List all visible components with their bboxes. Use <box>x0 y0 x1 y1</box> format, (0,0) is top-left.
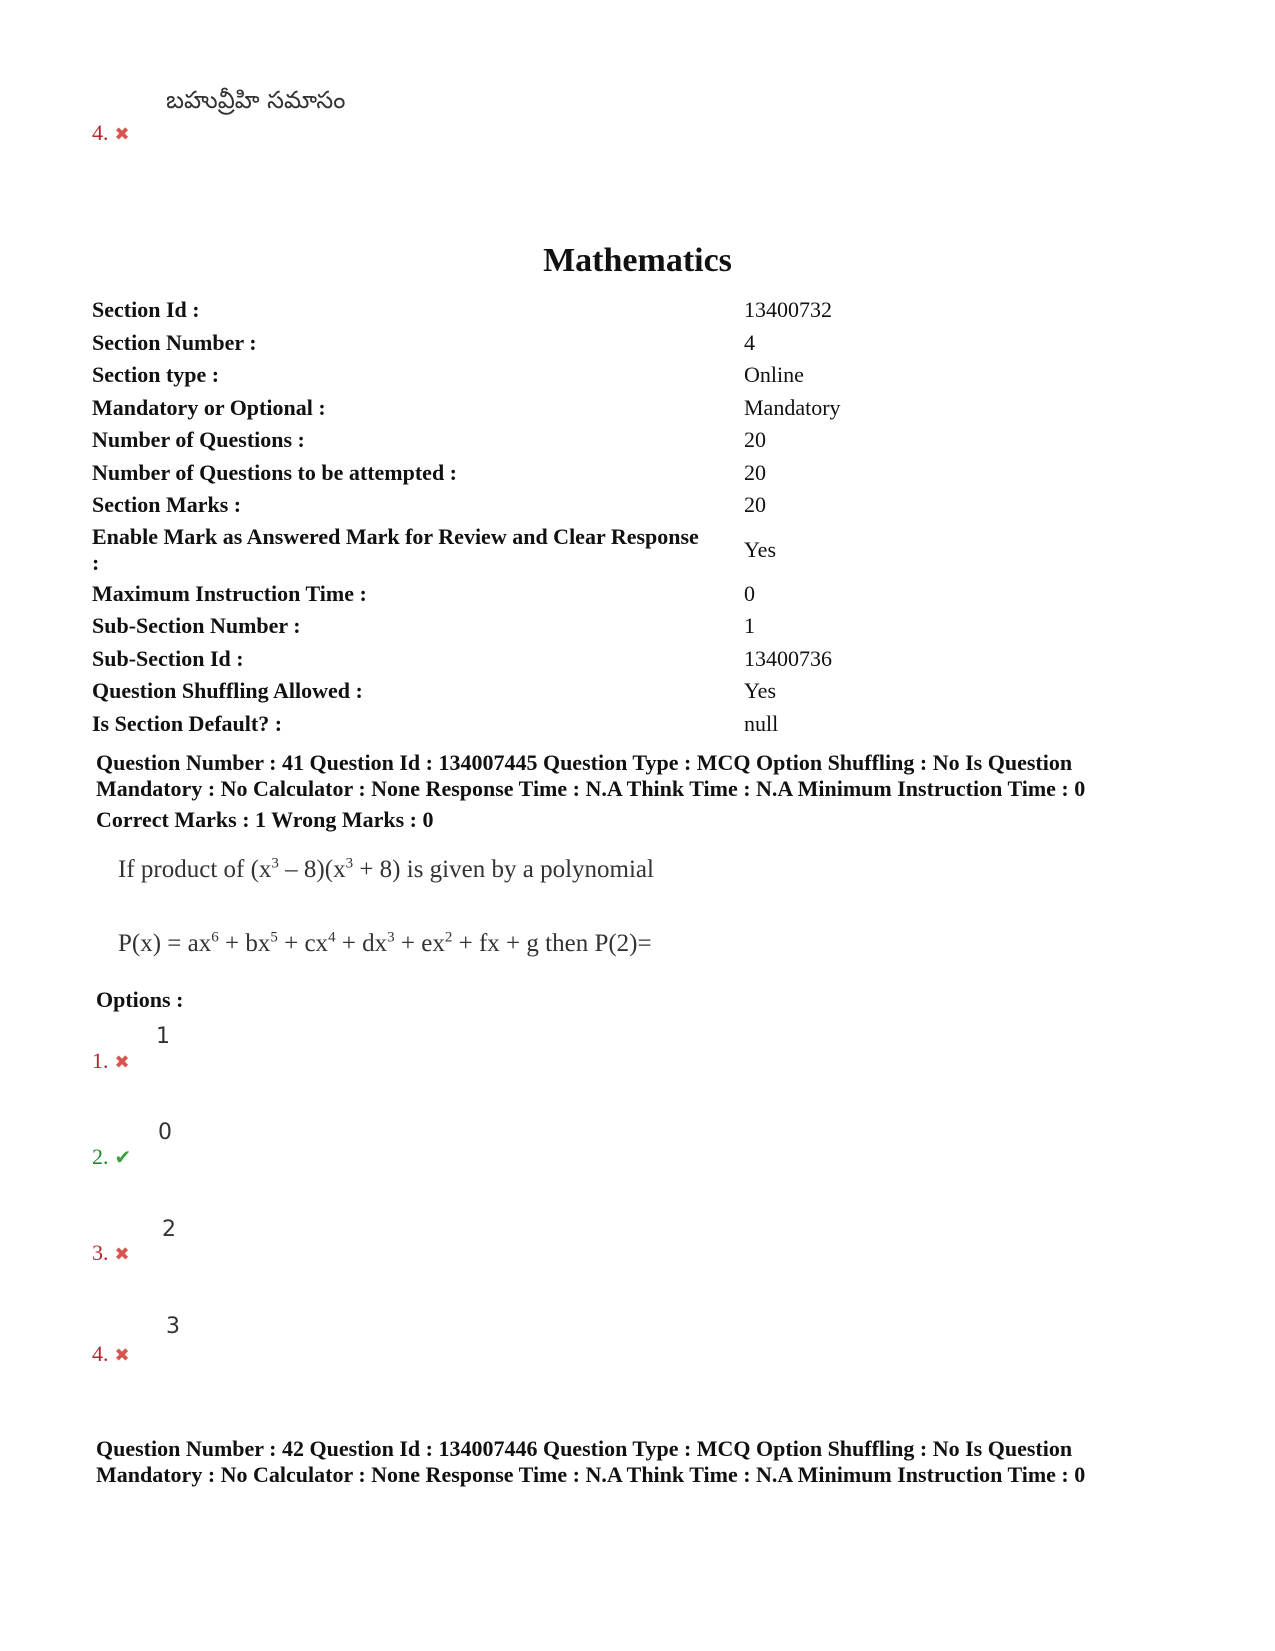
table-row <box>92 457 1192 490</box>
question-41-marks: Correct Marks : 1 Wrong Marks : 0 <box>96 807 434 832</box>
question-41-header <box>96 750 1216 802</box>
table-row <box>92 643 1192 676</box>
section-info-table <box>92 294 1192 740</box>
row-value: 13400732 <box>744 297 832 323</box>
option-4-value: 3 <box>166 1314 180 1339</box>
row-label: Is Section Default? : <box>92 710 283 736</box>
question-41-text-line2: $P(x) = ax^6 + bx^5 + cx^4 + dx^3 + ex^2$ + fx + g then P(2)= <box>118 929 652 957</box>
row-label: Section Marks : <box>92 492 242 518</box>
option-2 <box>92 1144 131 1170</box>
row-label: Sub-Section Id : <box>92 645 244 671</box>
row-label: Sub-Section Number : <box>92 613 301 639</box>
question-41-text-line1: If product of $(x^3 - 8)(x^3 + 8)$ is given by a polynomial <box>118 855 654 883</box>
option-number: 2. <box>92 1144 109 1169</box>
option-number: 3. <box>92 1240 109 1265</box>
cross-icon: ✖ <box>114 1244 130 1265</box>
row-value: 20 <box>744 459 766 485</box>
row-value: 13400736 <box>744 645 832 671</box>
row-label: Number of Questions to be attempted : <box>92 459 458 485</box>
option-1 <box>92 1048 130 1074</box>
option-2-value: 0 <box>158 1120 172 1145</box>
question-header-line: Question Number : 42 Question Id : 134007446 Question Type : MCQ Option Shuffling : No Is Question <box>96 1436 1073 1461</box>
row-value: 1 <box>744 613 755 639</box>
table-row <box>92 522 1192 578</box>
table-row <box>92 392 1192 425</box>
option-number: 1. <box>92 1048 109 1073</box>
table-row <box>92 610 1192 643</box>
table-row <box>92 708 1192 741</box>
option-4 <box>92 1341 130 1367</box>
cross-icon: ✖ <box>114 1345 130 1366</box>
row-label: Number of Questions : <box>92 427 305 453</box>
table-row <box>92 489 1192 522</box>
cross-icon: ✖ <box>114 124 130 145</box>
row-label: Section Number : <box>92 329 257 355</box>
table-row <box>92 359 1192 392</box>
question-header-line: Question Number : 41 Question Id : 134007445 Question Type : MCQ Option Shuffling : No Is Question <box>96 750 1073 775</box>
option-3-value: 2 <box>162 1217 176 1242</box>
prev-option-4 <box>92 120 130 146</box>
row-value: 20 <box>744 492 766 518</box>
option-number: 4. <box>92 120 109 145</box>
row-label: Enable Mark as Answered Mark for Review and Clear Response : <box>92 523 699 575</box>
row-value: 0 <box>744 580 755 606</box>
option-number: 4. <box>92 1341 109 1366</box>
table-row <box>92 578 1192 611</box>
row-value: Yes <box>744 536 777 562</box>
table-row <box>92 675 1192 708</box>
option-1-value: 1 <box>156 1024 170 1049</box>
row-value: null <box>744 710 779 736</box>
row-value: Mandatory <box>744 394 841 420</box>
row-label: Maximum Instruction Time : <box>92 580 367 606</box>
section-title: Mathematics <box>543 242 732 279</box>
row-label: Section Id : <box>92 297 200 323</box>
option-3 <box>92 1240 130 1266</box>
check-icon: ✔ <box>114 1145 132 1169</box>
row-value: Yes <box>744 678 777 704</box>
question-header-line: Mandatory : No Calculator : None Response Time : N.A Think Time : N.A Minimum Instruction Time : 0 <box>96 776 1086 801</box>
row-value: 4 <box>744 329 755 355</box>
prev-option-4-text: బహువ్రీహి సమాసం <box>166 86 346 114</box>
question-42-header <box>96 1436 1216 1488</box>
row-value: 20 <box>744 427 766 453</box>
table-row <box>92 424 1192 457</box>
table-row <box>92 294 1192 327</box>
row-label: Question Shuffling Allowed : <box>92 678 363 704</box>
row-value: Online <box>744 362 804 388</box>
options-label: Options : <box>96 987 184 1012</box>
table-row <box>92 327 1192 360</box>
question-header-line: Mandatory : No Calculator : None Response Time : N.A Think Time : N.A Minimum Instruction Time : 0 <box>96 1462 1086 1487</box>
row-label: Section type : <box>92 362 220 388</box>
cross-icon: ✖ <box>114 1052 130 1073</box>
row-label: Mandatory or Optional : <box>92 394 326 420</box>
